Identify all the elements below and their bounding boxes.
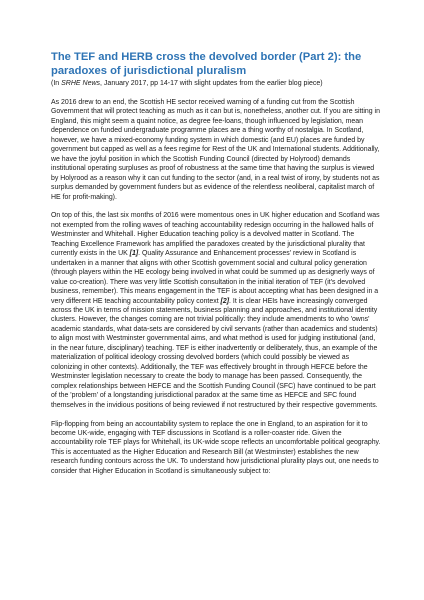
document-page [51, 51, 381, 476]
paragraph-3: Flip-flopping from being an accountability system to replace the one in England, to an aspiration for it to become UK-wide, engaging with TEF discussions in Scotland is a roller-coaster ride. Given the accountability role TEF plays for Whitehall, its UK-wide scope reflects an uncomfortable political geography. This is accentuated as the Higher Education and Research Bill (at Westminster) establishes the new research funding contours across the UK. To understand how jurisdictional plurality plays out, one needs to consider that Higher Education in Scotland is simultaneously subject to: [51, 420, 381, 475]
byline-prefix: (In [51, 80, 62, 87]
footnote-ref-1[interactable]: [1] [129, 250, 139, 258]
paragraph-2-part-2: . Quality Assurance and Enhancement processes' review in Scotland is undertaken in a manner that aligns with other Scottish government social and cultural policy generation (through players within the HE ecology being involved in what could be summed up as designerly ways of value co-creation). There was very little Scottish consultation in the initial iteration of TEF (it's devolved business, remember). This means engagement in the TEF is about accepting what has been designed in a very different HE teaching accountability policy context [51, 250, 379, 305]
footnote-ref-2[interactable]: [2] [220, 297, 230, 305]
paragraph-2-part-3: . It is clear HEIs have increasingly converged across the UK in terms of mission statements, business planning and approaches, and institutional identity clusters. However, the changes coming are not trivial politically: they include amendments to who 'owns' academic standards, what data-sets are considered by civil servants (rather than academics and students) to align most with Westminster governmental aims, and what method is used for judging institutional (and, in the near future, disciplinary) teaching. TEF is either inadvertently or deliberately, thus, an example of the materialization of political ideology crossing devolved borders (which could possibly be viewed as colonizing in other contexts). Additionally, the TEF was effectively brought in through HEFCE before the Westminster legislation necessary to create the body to manage has been passed. Consequently, the complex relationships between HEFCE and the Scottish Funding Council (SFC) have continued to be part of the 'problem' of a longstanding jurisdictional paradox at the same time as HEFCE and SFC found themselves in the invidious positions of being reviewed if not restructured by their respective governments. [51, 297, 378, 409]
document-title: The TEF and HERB cross the devolved border (Part 2): the paradoxes of jurisdictional pluralism [51, 51, 362, 77]
paragraph-1: As 2016 drew to an end, the Scottish HE sector received warning of a funding cut from the Scottish Government that will protect teaching as much as it can but is, nonetheless, another cut. If you are sitting in England, this might seem a quaint notice, as degree fee-loans, though influenced by legislation, mean dependence on funded undergraduate programme places are a thing worthy of nostalgia. In Scotland, however, we have a mixed-economy funding system in which domestic (and EU) places are funded by government but capped as well as a fees regime for Rest of the UK and International students. Additionally, we have the joyful position in which the Scottish Funding Council (directed by Holyrood) demands institutional operating surpluses as proof of robustness at the same time that having the surplus is viewed by Holyrood as a reason why it can cut funding to the sector (and, in a real twist of irony, by students not as surplus demanded by government funders but as evidence of the relentless neoliberal, capitalist march of HE for profit-making). [51, 99, 380, 201]
paragraph-2-part-1: On top of this, the last six months of 2016 were momentous ones in UK higher education and Scotland was not exempted from the rolling waves of teaching accountability redesign occurring in the hallowed halls of Westminster and Whitehall. Higher Education teaching policy is a devolved matter in Scotland. The Teaching Excellence Framework has amplified the paradoxes created by the jurisdictional plurality that currently exists in the UK [51, 212, 380, 258]
publication-name: SRHE News [61, 80, 101, 87]
byline-suffix: , January 2017, pp 14-17 with slight updates from the earlier blog piece) [100, 80, 323, 87]
paragraph-2 [51, 211, 381, 410]
byline [51, 79, 381, 88]
